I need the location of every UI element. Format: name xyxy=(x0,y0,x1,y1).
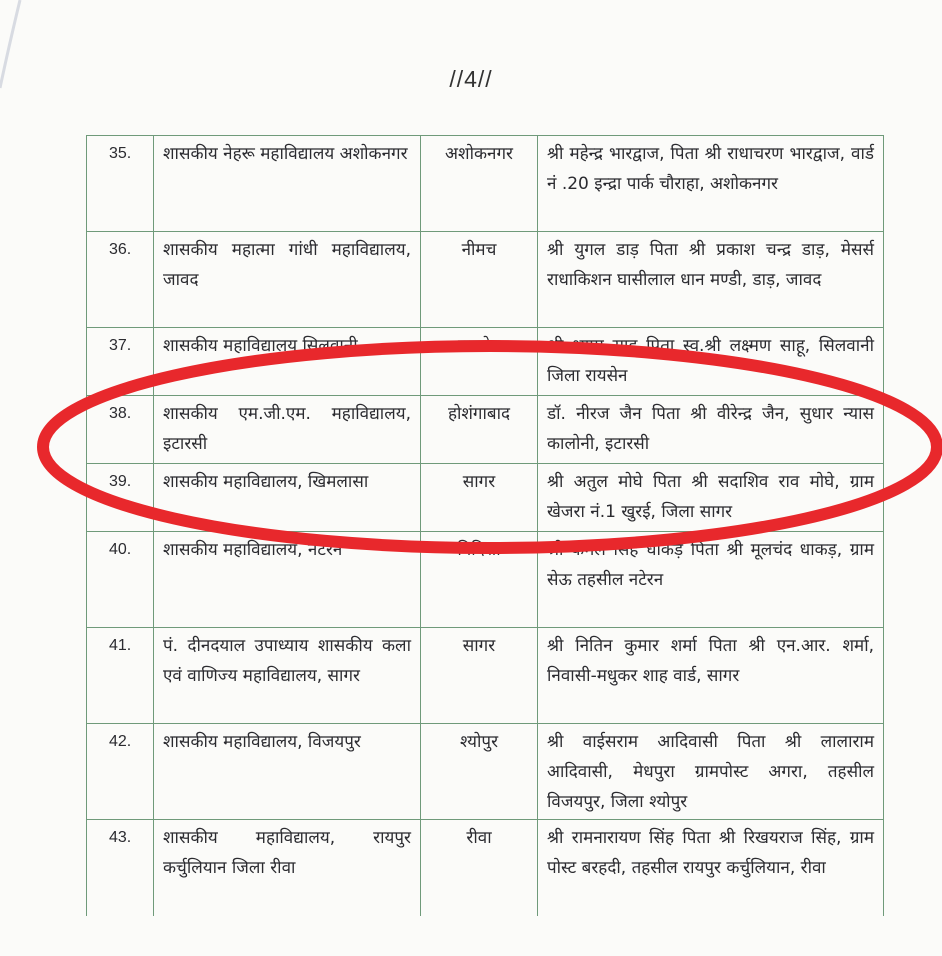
nominee-details: श्री नितिन कुमार शर्मा पिता श्री एन.आर. शर्मा, निवासी-मधुकर शाह वार्ड, सागर xyxy=(538,628,884,724)
serial-number: 42. xyxy=(87,724,154,820)
nominee-details: डॉ. नीरज जैन पिता श्री वीरेन्द्र जैन, सुधार न्यास कालोनी, इटारसी xyxy=(538,396,884,464)
nominee-details: श्री वाईसराम आदिवासी पिता श्री लालाराम आदिवासी, मेधपुरा ग्रामपोस्ट अगरा, तहसील विजयपुर, जिला श्योपुर xyxy=(538,724,884,820)
table-row xyxy=(87,232,884,328)
district-name: श्योपुर xyxy=(421,724,538,820)
college-name: शासकीय महाविद्यालय, रायपुर कर्चुलियान जिला रीवा xyxy=(154,820,421,916)
college-name: शासकीय महाविद्यालय, नटेरन xyxy=(154,532,421,628)
college-name: शासकीय महात्मा गांधी महाविद्यालय, जावद xyxy=(154,232,421,328)
table-row xyxy=(87,532,884,628)
table-row xyxy=(87,396,884,464)
college-name: शासकीय महाविद्यालय सिलवानी xyxy=(154,328,421,396)
serial-number: 39. xyxy=(87,464,154,532)
district-name: होशंगाबाद xyxy=(421,396,538,464)
serial-number: 41. xyxy=(87,628,154,724)
college-name: शासकीय नेहरू महाविद्यालय अशोकनगर xyxy=(154,136,421,232)
serial-number: 37. xyxy=(87,328,154,396)
college-name: शासकीय एम.जी.एम. महाविद्यालय, इटारसी xyxy=(154,396,421,464)
nominee-details: श्री अतुल मोघे पिता श्री सदाशिव राव मोघे, ग्राम खेजरा नं.1 खुरई, जिला सागर xyxy=(538,464,884,532)
college-name: शासकीय महाविद्यालय, विजयपुर xyxy=(154,724,421,820)
serial-number: 36. xyxy=(87,232,154,328)
table-row xyxy=(87,328,884,396)
district-name: नीमच xyxy=(421,232,538,328)
serial-number: 35. xyxy=(87,136,154,232)
nominee-details: श्री महेन्द्र भारद्वाज, पिता श्री राधाचरण भारद्वाज, वार्ड नं .20 इन्द्रा पार्क चौराहा, अशोकनगर xyxy=(538,136,884,232)
district-name: अशोकनगर xyxy=(421,136,538,232)
district-name: रीवा xyxy=(421,820,538,916)
college-name: पं. दीनदयाल उपाध्याय शासकीय कला एवं वाणिज्य महाविद्यालय, सागर xyxy=(154,628,421,724)
district-name: सागर xyxy=(421,628,538,724)
nominee-details: श्री श्याम साहू पिता स्व.श्री लक्ष्मण साहू, सिलवानी जिला रायसेन xyxy=(538,328,884,396)
nominee-details: श्री रामनारायण सिंह पिता श्री रिखयराज सिंह, ग्राम पोस्ट बरहदी, तहसील रायपुर कर्चुलियान, रीवा xyxy=(538,820,884,916)
district-name: सागर xyxy=(421,464,538,532)
table-row xyxy=(87,724,884,820)
nominee-details: श्री कमल सिंह धाकड़ पिता श्री मूलचंद धाकड़, ग्राम सेऊ तहसील नटेरन xyxy=(538,532,884,628)
college-name: शासकीय महाविद्यालय, खिमलासा xyxy=(154,464,421,532)
table-row xyxy=(87,628,884,724)
table-row xyxy=(87,464,884,532)
district-name: रायसेन xyxy=(421,328,538,396)
serial-number: 38. xyxy=(87,396,154,464)
college-nominee-table xyxy=(86,135,884,916)
page-number: //4// xyxy=(449,66,493,92)
nominee-details: श्री युगल डाड़ पिता श्री प्रकाश चन्द्र डाड़, मेसर्स राधाकिशन घासीलाल धान मण्डी, डाड़, जावद xyxy=(538,232,884,328)
serial-number: 43. xyxy=(87,820,154,916)
district-name: विदिशा xyxy=(421,532,538,628)
serial-number: 40. xyxy=(87,532,154,628)
table-row xyxy=(87,136,884,232)
table-row xyxy=(87,820,884,916)
